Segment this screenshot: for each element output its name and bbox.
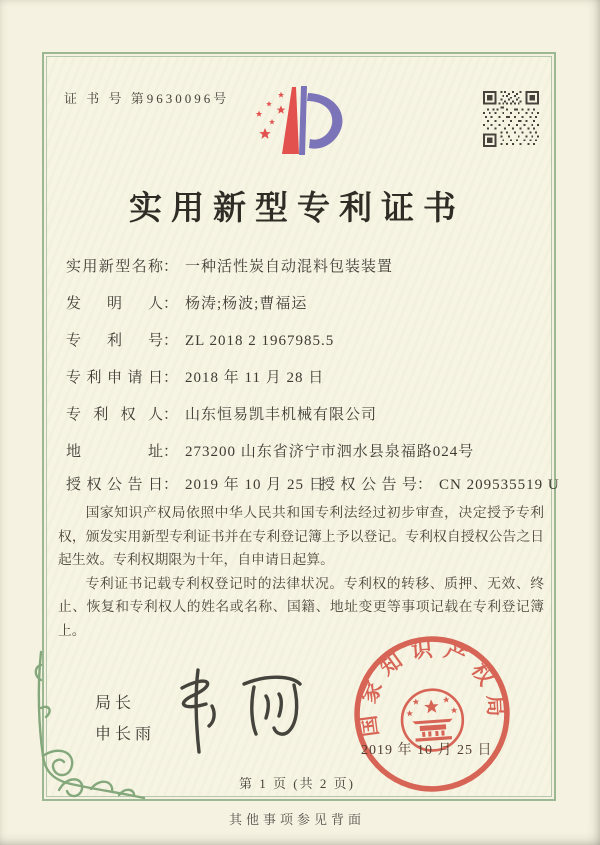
field-label: 授权公告日 xyxy=(66,477,163,493)
field-colon: ： xyxy=(163,477,179,493)
seal-date: 2019 年 10 月 25 日 xyxy=(361,743,493,758)
commissioner-signature-icon xyxy=(152,664,320,758)
field-label: 专利申请日 xyxy=(66,370,163,386)
cnipa-official-seal-icon xyxy=(346,628,519,801)
seal-text: 国家知识产权局 xyxy=(354,636,509,739)
commissioner-name: 申长雨 xyxy=(95,726,156,743)
field-row-patent-number xyxy=(66,330,540,353)
field-colon: ： xyxy=(163,444,179,460)
field-label: 专利号 xyxy=(66,333,163,349)
qr-code xyxy=(483,91,539,147)
field-label: 发明人 xyxy=(66,296,163,312)
field-row-inventors xyxy=(66,293,540,316)
paragraph-register-statement: 专利证书记载专利权登记时的法律状况。专利权的转移、质押、无效、终止、恢复和专利权人的姓名或名称、国籍、地址变更等事项记载在专利登记簿上。 xyxy=(58,575,544,638)
field-row-address xyxy=(66,441,540,464)
field-value: 杨涛;杨波;曹福运 xyxy=(185,296,308,312)
field-row-name xyxy=(66,256,540,279)
certificate-title: 实用新型专利证书 xyxy=(129,191,465,227)
field-colon: ： xyxy=(163,333,179,349)
field-row-filing-date xyxy=(66,367,540,390)
commissioner-title: 局长 xyxy=(95,695,136,712)
field-row-patentee xyxy=(66,404,540,427)
legal-text-section xyxy=(58,501,544,643)
field-value: 一种活性炭自动混料包装装置 xyxy=(185,259,394,275)
certificate-number: 证 书 号 第9630096号 xyxy=(64,91,230,106)
field-value: ZL 2018 2 1967985.5 xyxy=(185,333,335,349)
field-label: 实用新型名称 xyxy=(66,259,163,275)
field-label: 授权公告号 xyxy=(320,477,417,493)
field-colon: ： xyxy=(163,259,179,275)
field-colon: ： xyxy=(163,370,179,386)
paragraph-grant-statement: 国家知识产权局依照中华人民共和国专利法经过初步审查，决定授予专利权，颁发实用新型专利证书并在专利登记簿上予以登记。专利权自授权公告之日起生效。专利权期限为十年，自申请日起算。 xyxy=(58,505,544,568)
page-info: 第 1 页 (共 2 页) xyxy=(239,776,355,791)
field-label: 专利权人 xyxy=(66,407,163,423)
field-value: CN 209535519 U xyxy=(439,477,560,493)
grant-row xyxy=(66,474,560,497)
cnipa-patent-logo-icon xyxy=(248,82,354,168)
field-value: 2019 年 10 月 25 日 xyxy=(185,477,325,493)
fields-section xyxy=(66,256,540,478)
field-colon: ： xyxy=(417,477,433,493)
field-value: 山东恒易凯丰机械有限公司 xyxy=(185,407,378,423)
footer-note: 其他事项参见背面 xyxy=(228,812,365,827)
field-value: 273200 山东省济宁市泗水县泉福路024号 xyxy=(185,444,475,460)
field-label: 地址 xyxy=(66,444,163,460)
field-value: 2018 年 11 月 28 日 xyxy=(185,370,325,386)
field-colon: ： xyxy=(163,296,179,312)
grant-date-pair xyxy=(66,474,325,497)
field-colon: ： xyxy=(163,407,179,423)
grant-number-pair xyxy=(320,474,560,497)
